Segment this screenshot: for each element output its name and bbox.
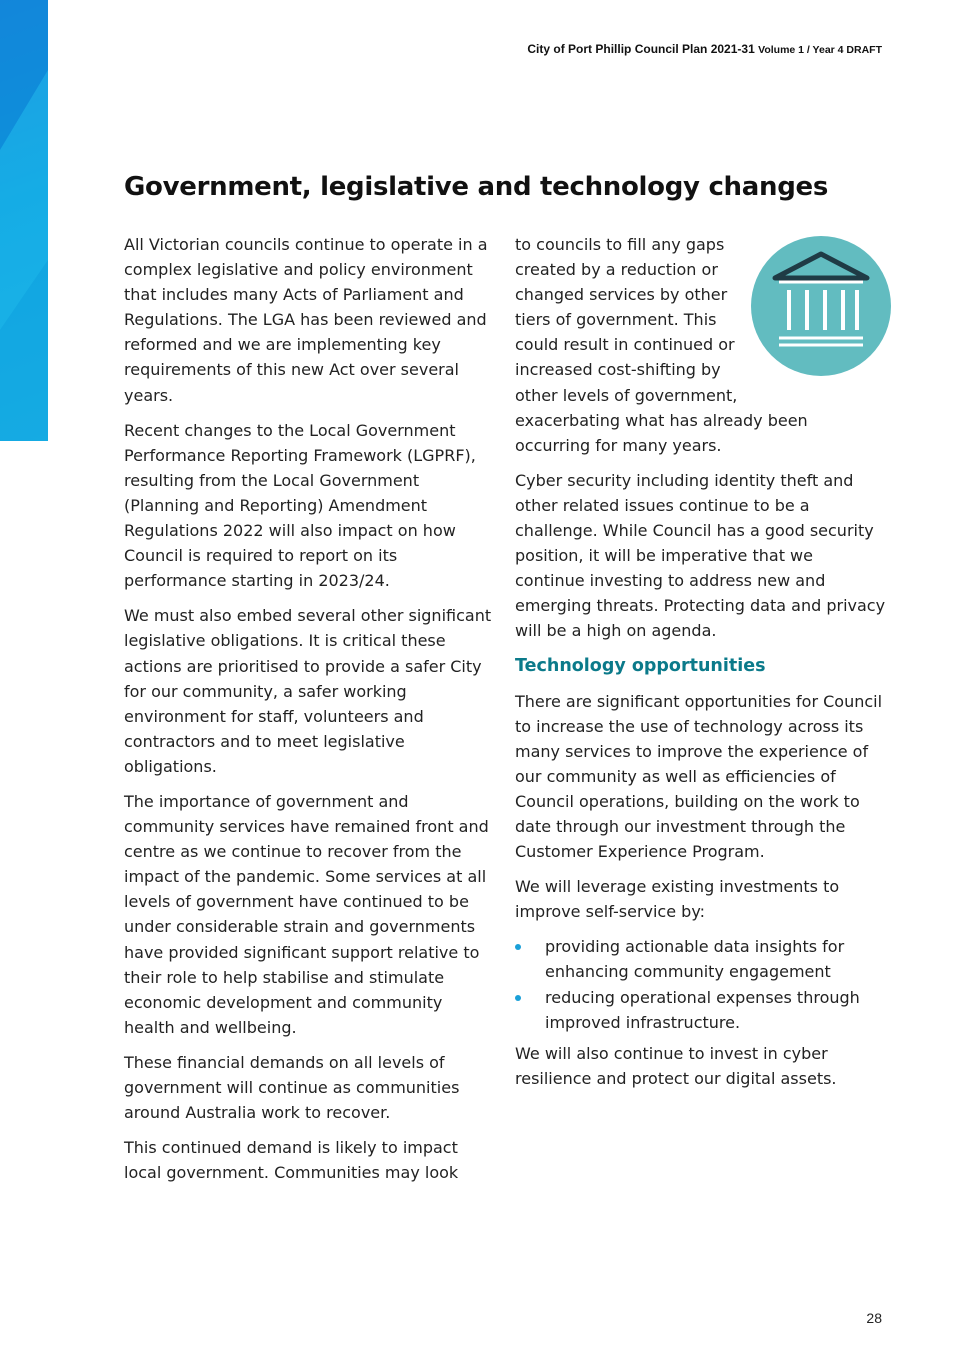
page-title: Government, legislative and technology changes — [124, 172, 829, 202]
list-item-text: reducing operational expenses through improved infrastructure. — [545, 987, 860, 1032]
page-number: 28 — [866, 1310, 882, 1326]
paragraph: to councils to fill any gaps created by a reduction or changed services by other tiers of government. This could result in continued or increased cost-shifting by other levels of government, exacerbating what has already been occurring for many years. — [515, 235, 808, 455]
paragraph: Cyber security including identity theft and other related issues continue to be a challenge. While Council has a good security position, it will be imperative that we continue investing to address new and emerging threats. Protecting data and privacy will be a high on agenda. — [515, 470, 886, 641]
paragraph: These financial demands on all levels of government will continue as communities around Australia work to recover. — [124, 1052, 460, 1123]
bullet-icon — [515, 995, 521, 1001]
paragraph: The importance of government and community services have remained front and centre as we continue to recover from the impact of the pandemic. Some services at all levels of government have continued to be under considerable strain and governments have provided significant support relative to their role to help stabilise and stimulate economic development and community health and wellbeing. — [124, 791, 489, 1037]
paragraph: There are significant opportunities for Council to increase the use of technology across its many services to improve the experience of our community as well as efficiencies of Council operations, building on the work to date through our investment through the Customer Experience Program. — [515, 691, 883, 862]
paragraph: This continued demand is likely to impact local government. Communities may look — [124, 1138, 459, 1183]
running-header — [527, 42, 882, 56]
section-subheading: Technology opportunities — [515, 655, 766, 676]
paragraph: Recent changes to the Local Government Performance Reporting Framework (LGPRF), resulting from the Local Government (Planning and Reporting) Amendment Regulations 2022 will also impact on how Council is required to report on its performance starting in 2023/24. — [124, 420, 476, 591]
bullet-list — [515, 934, 887, 1034]
list-item — [515, 985, 887, 1035]
paragraph: We must also embed several other significant legislative obligations. It is critical these actions are prioritised to provide a safer City for our community, a safer working environment for staff, volunteers and contractors and to meet legislative obligations. — [124, 606, 492, 776]
right-column — [515, 232, 887, 1101]
paragraph: We will leverage existing investments to improve self-service by: — [515, 877, 840, 922]
list-item-text: providing actionable data insights for enhancing community engagement — [545, 937, 845, 982]
document-title: City of Port Phillip Council Plan 2021-31 — [527, 42, 755, 56]
government-building-icon — [747, 232, 895, 380]
bullet-icon — [515, 944, 521, 950]
paragraph: We will also continue to invest in cyber resilience and protect our digital assets. — [515, 1043, 837, 1088]
paragraph: All Victorian councils continue to operate in a complex legislative and policy environment that includes many Acts of Parliament and Regulations. The LGA has been reviewed and reformed and we are implementing key requirements of this new Act over several years. — [124, 235, 488, 405]
document-volume: Volume 1 / Year 4 DRAFT — [758, 44, 882, 56]
list-item — [515, 934, 887, 984]
decorative-side-band — [0, 0, 48, 441]
left-column — [124, 232, 496, 1195]
